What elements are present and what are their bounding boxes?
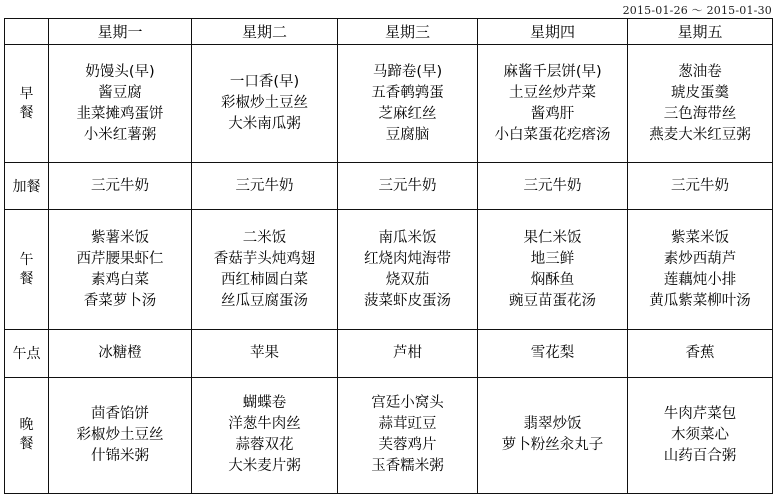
menu-row-snack xyxy=(5,163,773,210)
menu-cell-afternoon-snack-wednesday xyxy=(338,329,478,377)
dish-item: 洋葱牛肉丝 xyxy=(228,416,301,433)
dish-item: 豆腐脑 xyxy=(385,126,430,143)
menu-cell-breakfast-friday xyxy=(628,45,773,163)
day-header-wednesday: 星期三 xyxy=(338,19,478,45)
meal-label xyxy=(5,163,49,210)
corner-cell xyxy=(5,19,49,45)
meal-label xyxy=(5,329,49,377)
meal-label-text: 晚餐 xyxy=(19,417,34,453)
dish-item: 香蕉 xyxy=(685,344,715,361)
menu-cell-dinner-tuesday xyxy=(192,377,338,493)
dish-item: 小米红薯粥 xyxy=(83,126,157,143)
dish-item: 翡翠炒饭 xyxy=(523,416,582,433)
dish-item: 三元牛奶 xyxy=(378,177,437,194)
meal-label-text: 加餐 xyxy=(12,179,41,196)
dish-item: 蒜茸豇豆 xyxy=(378,416,437,433)
dish-item: 奶馒头(早) xyxy=(85,63,155,80)
menu-cell-dinner-thursday xyxy=(478,377,628,493)
dish-item: 紫薯米饭 xyxy=(91,229,149,246)
dish-item: 西芹腰果虾仁 xyxy=(76,250,164,267)
dish-item: 果仁米饭 xyxy=(523,229,582,246)
dish-item: 素炒西葫芦 xyxy=(663,250,737,267)
menu-row-dinner xyxy=(5,377,773,493)
dish-item: 韭菜摊鸡蛋饼 xyxy=(76,105,164,122)
dish-item: 玉香糯米粥 xyxy=(371,458,444,475)
dish-item: 苹果 xyxy=(250,344,279,361)
dish-item: 木须菜心 xyxy=(671,426,729,443)
menu-cell-breakfast-thursday xyxy=(478,45,628,163)
dish-item: 芦柑 xyxy=(393,344,422,361)
menu-cell-lunch-thursday xyxy=(478,210,628,330)
dish-item: 烧双茄 xyxy=(385,271,430,288)
menu-cell-snack-tuesday xyxy=(192,163,338,210)
dish-item: 三色海带丝 xyxy=(663,105,737,122)
menu-cell-afternoon-snack-friday xyxy=(628,329,773,377)
menu-cell-breakfast-monday xyxy=(49,45,192,163)
menu-cell-afternoon-snack-thursday xyxy=(478,329,628,377)
day-header-friday: 星期五 xyxy=(628,19,773,45)
day-header-tuesday: 星期二 xyxy=(192,19,338,45)
dish-item: 葱油卷 xyxy=(678,63,722,80)
dish-item: 五香鹌鹑蛋 xyxy=(371,84,444,101)
menu-cell-breakfast-tuesday xyxy=(192,45,338,163)
dish-item: 三元牛奶 xyxy=(523,177,582,194)
dish-item: 芙蓉鸡片 xyxy=(378,437,437,454)
menu-cell-lunch-wednesday xyxy=(338,210,478,330)
meal-label xyxy=(5,45,49,163)
menu-cell-lunch-tuesday xyxy=(192,210,338,330)
dish-item: 彩椒炒土豆丝 xyxy=(76,426,164,443)
dish-item: 南瓜米饭 xyxy=(378,229,437,246)
menu-cell-snack-thursday xyxy=(478,163,628,210)
dish-item: 琥皮蛋羹 xyxy=(671,84,729,101)
dish-item: 香菜萝卜汤 xyxy=(83,292,157,309)
meal-label xyxy=(5,210,49,330)
menu-row-afternoon-snack xyxy=(5,329,773,377)
menu-cell-afternoon-snack-monday xyxy=(49,329,192,377)
day-header-monday: 星期一 xyxy=(49,19,192,45)
dish-item: 莲藕炖小排 xyxy=(663,271,737,288)
dish-item: 酱鸡肝 xyxy=(530,105,575,122)
menu-row-breakfast xyxy=(5,45,773,163)
dish-item: 土豆丝炒芹菜 xyxy=(509,84,596,101)
menu-cell-lunch-monday xyxy=(49,210,192,330)
dish-item: 地三鲜 xyxy=(530,250,575,267)
dish-item: 麻酱千层饼(早) xyxy=(503,63,602,80)
dish-item: 三元牛奶 xyxy=(235,177,294,194)
dish-item: 马蹄卷(早) xyxy=(372,63,443,80)
dish-item: 丝瓜豆腐蛋汤 xyxy=(221,292,308,309)
dish-item: 什锦米粥 xyxy=(91,447,149,464)
weekly-menu-table xyxy=(4,18,773,494)
dish-item: 三元牛奶 xyxy=(91,177,149,194)
dish-item: 小白菜蛋花疙瘩汤 xyxy=(494,126,611,143)
dish-item: 彩椒炒土豆丝 xyxy=(221,95,308,112)
menu-cell-dinner-monday xyxy=(49,377,192,493)
dish-item: 宫廷小窝头 xyxy=(371,395,444,412)
meal-label-text: 早餐 xyxy=(19,85,34,121)
dish-item: 西红柿圆白菜 xyxy=(221,271,308,288)
menu-cell-afternoon-snack-tuesday xyxy=(192,329,338,377)
dish-item: 黄瓜紫菜柳叶汤 xyxy=(649,292,751,309)
dish-item: 茴香馅饼 xyxy=(91,405,149,422)
dish-item: 燕麦大米红豆粥 xyxy=(649,126,751,143)
meal-label-text: 午点 xyxy=(12,346,41,363)
dish-item: 紫菜米饭 xyxy=(671,229,729,246)
menu-cell-lunch-friday xyxy=(628,210,773,330)
dish-item: 香菇芋头炖鸡翅 xyxy=(213,250,316,267)
dish-item: 红烧肉炖海带 xyxy=(364,250,451,267)
menu-cell-snack-wednesday xyxy=(338,163,478,210)
dish-item: 芝麻红丝 xyxy=(378,105,437,122)
menu-cell-snack-friday xyxy=(628,163,773,210)
dish-item: 大米麦片粥 xyxy=(228,458,301,475)
menu-cell-dinner-friday xyxy=(628,377,773,493)
dish-item: 山药百合粥 xyxy=(663,447,737,464)
menu-cell-snack-monday xyxy=(49,163,192,210)
dish-item: 焖酥鱼 xyxy=(530,271,575,288)
meal-label-text: 午餐 xyxy=(19,251,34,287)
dish-item: 蝴蝶卷 xyxy=(242,395,287,412)
day-header-thursday: 星期四 xyxy=(478,19,628,45)
dish-item: 二米饭 xyxy=(242,229,287,246)
dish-item: 菠菜虾皮蛋汤 xyxy=(364,292,451,309)
dish-item: 蒜蓉双花 xyxy=(235,437,294,454)
menu-cell-dinner-wednesday xyxy=(338,377,478,493)
dish-item: 冰糖橙 xyxy=(98,344,142,361)
dish-item: 雪花梨 xyxy=(530,344,575,361)
dish-item: 三元牛奶 xyxy=(671,177,729,194)
menu-cell-breakfast-wednesday xyxy=(338,45,478,163)
menu-row-lunch xyxy=(5,210,773,330)
meal-label xyxy=(5,377,49,493)
dish-item: 牛肉芹菜包 xyxy=(663,405,737,422)
dish-item: 大米南瓜粥 xyxy=(228,116,301,133)
date-range: 2015-01-26 ～ 2015-01-30 xyxy=(622,4,772,17)
dish-item: 酱豆腐 xyxy=(98,84,142,101)
dish-item: 豌豆苗蛋花汤 xyxy=(509,292,596,309)
header-row xyxy=(5,19,773,45)
dish-item: 萝卜粉丝汆丸子 xyxy=(501,437,604,454)
dish-item: 一口香(早) xyxy=(229,74,300,91)
dish-item: 素鸡白菜 xyxy=(91,271,149,288)
